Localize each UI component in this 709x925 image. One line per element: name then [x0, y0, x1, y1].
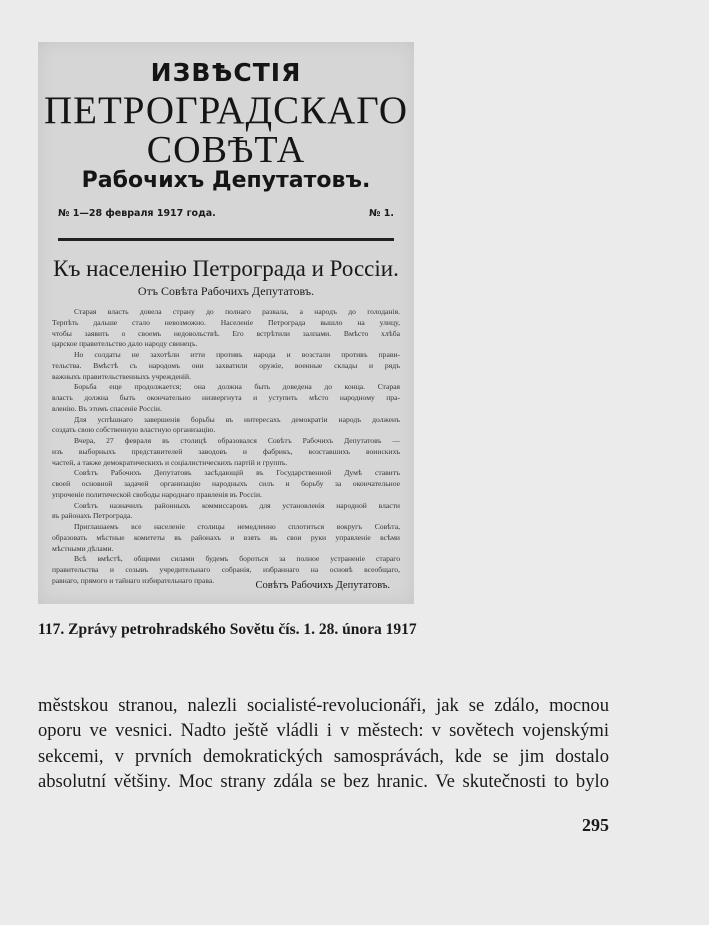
newspaper-line: Но солдаты не захотѣли итти противъ народа и возстали противъ прави-	[74, 350, 400, 359]
body-line: oporu ve vesnici. Nadto ještě vládli i v městech: v sovětech vojenskými	[38, 720, 609, 742]
newspaper-line: Всѣ вмѣстѣ, общими силами будемъ бороться за полное устраненіе стараго	[74, 554, 400, 564]
newspaper-line: создать свою собственную властную организацію.	[52, 425, 216, 435]
newspaper-line: власть должна быть окончательно низвергнута и уступить мѣсто народному пра-	[52, 393, 400, 402]
issue-date: № 1—28 февраля 1917 года.	[58, 208, 216, 219]
newspaper-line: Для успѣшнаго завершенія борьбы въ интересахъ демократіи народъ долженъ	[74, 414, 400, 424]
newspaper-line: Борьба еще продолжается; она должна быть доведена до конца. Старая	[74, 382, 400, 392]
issue-number: № 1.	[369, 208, 394, 219]
body-line: absolutní většiny. Moc strany zdála se bez hranic. Ve skutečnosti to bylo	[38, 770, 609, 792]
masthead-petrogradskago: ПЕТРОГРАДСКАГО	[43, 89, 409, 132]
newspaper-line: равнаго, прямого и тайнаго избирательнаго права.	[52, 575, 215, 585]
subheadline: Отъ Совѣта Рабочихъ Депутатовъ.	[137, 284, 315, 298]
body-line: sekcemi, v prvních demokratických samosprávách, kde se jim dostalo	[38, 745, 609, 767]
newspaper-line: Терпѣть дальше стало невозможно. Населеніе Петрограда вышло на улицу,	[52, 317, 400, 327]
newspaper-line: чтобы заявить о своемъ недовольствѣ. Его встрѣтили залпами. Вмѣсто хлѣба	[52, 328, 400, 338]
signature: Совѣтъ Рабочихъ Депутатовъ.	[255, 580, 390, 591]
masthead-rabochikh-deputatov: Рабочихъ Депутатовъ.	[81, 168, 371, 193]
newspaper-line: тельства. Вмѣстѣ съ народомъ они захватили оружіе, военные склады и рядъ	[52, 360, 400, 370]
masthead-izvestiya: ИЗВѢСТІЯ	[150, 58, 302, 87]
figure-caption: 117. Zprávy petrohradského Sovětu čís. 1. 28. února 1917	[38, 621, 417, 638]
newspaper-line: въ районахъ Петрограда.	[52, 511, 133, 521]
newspaper-figure	[38, 42, 414, 604]
newspaper-line: царское правительство дало народу свинецъ.	[52, 339, 198, 349]
newspaper-line: мѣстными дѣлами.	[52, 543, 114, 553]
newspaper-line: частей, а также демократическихъ и соціалистическихъ партій и группъ.	[52, 457, 288, 467]
newspaper-line: правительства и созывъ учредительнаго собранія, избраннаго на основѣ всеобщаго,	[52, 565, 400, 574]
newspaper-line: упроченіе политической свободы народнаго правленія въ Россіи.	[52, 489, 262, 499]
newspaper-line: своей основной задачей организацію народныхъ силъ и борьбу за окончательное	[52, 479, 400, 488]
newspaper-line: Совѣтъ назначилъ районныхъ коммиссаровъ для установленія народной власти	[74, 500, 400, 510]
newspaper-line: важныхъ правительственныхъ учрежденій.	[52, 371, 191, 381]
newspaper-line: Приглашаемъ все населеніе столицы немедленно сплотиться вокругъ Совѣта,	[74, 522, 400, 531]
page-number: 295	[582, 815, 609, 835]
headline: Къ населенію Петрограда и Россіи.	[53, 256, 399, 281]
newspaper-body	[52, 307, 400, 587]
newspaper-line: Старая власть довела страну до полнаго развала, а народъ до голоданія.	[74, 307, 400, 316]
newspaper-line: Вчера, 27 февраля въ столицѣ образовался Совѣтъ Рабочихъ Депутатовъ —	[74, 436, 400, 445]
newspaper-line: изъ выборныхъ представителей заводовъ и фабрикъ, возставшихъ воинскихъ	[52, 446, 400, 456]
body-line: městskou stranou, nalezli socialisté-revolucionáři, jak se zdálo, mocnou	[38, 695, 609, 716]
body-text	[38, 693, 609, 794]
issue-date-line	[58, 208, 394, 219]
divider-rule	[58, 238, 394, 241]
masthead-soveta: СОВѢТА	[146, 129, 306, 171]
newspaper-line: образовать мѣстные комитеты въ районахъ и взять въ свои руки управленіе всѣми	[52, 532, 400, 542]
newspaper-line: вленію. Въ этомъ спасеніе Россіи.	[52, 403, 162, 413]
newspaper-line: Совѣтъ Рабочихъ Депутатовъ засѣдающій въ Государственной Думѣ ставитъ	[74, 468, 400, 478]
